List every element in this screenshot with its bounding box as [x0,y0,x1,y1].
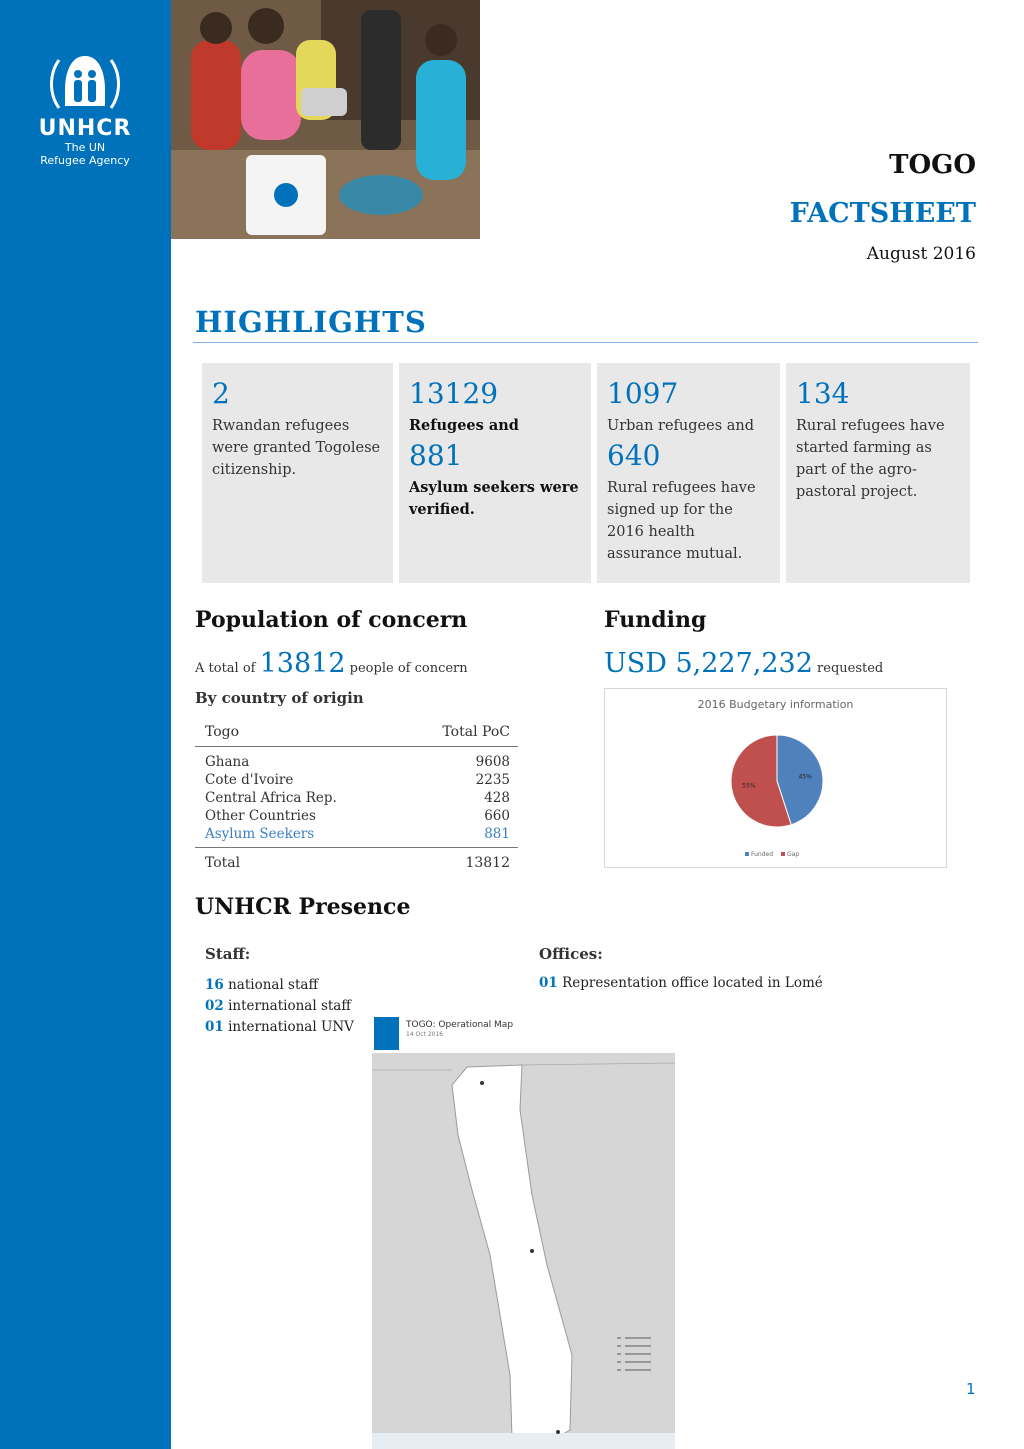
blue-sidebar [0,0,171,1449]
highlight-1-text: Rwandan refugees were granted Togolese citizenship. [212,418,381,478]
factsheet-heading: FACTSHEET [789,198,976,229]
highlights-heading: HIGHLIGHTS [195,305,427,339]
country-heading: TOGO [889,150,976,180]
highlights-divider [193,342,978,343]
highlight-4-number: 134 [796,377,850,410]
table-row [195,789,518,807]
operational-map [372,1015,675,1449]
total-label: Total [195,848,401,873]
highlight-box-1 [202,363,393,583]
staff-label: Staff: [205,945,251,963]
map-title: TOGO: Operational Map [406,1020,514,1030]
pie-data-label: 55% [742,782,756,790]
by-origin-label: By country of origin [195,689,364,707]
funding-suffix: requested [817,661,884,676]
highlight-1-number: 2 [212,377,230,410]
legend-label: Funded [751,851,774,858]
population-table [195,722,518,872]
funding-line [604,648,883,679]
population-total-value: 13812 [259,648,346,679]
staff-item [205,975,354,996]
highlight-2-number-1: 13129 [409,377,499,410]
office-item [539,975,823,991]
highlight-3-number-1: 1097 [607,377,679,410]
row-country: Ghana [205,754,250,770]
row-value: 428 [484,790,510,806]
staff-count: 01 [205,1019,224,1035]
pie-svg [605,689,946,867]
population-heading: Population of concern [195,607,468,633]
funding-amount: USD 5,227,232 [604,648,813,679]
map-graphic [372,1015,675,1449]
staff-count: 16 [205,977,224,993]
header-photo [171,0,480,239]
staff-type: international UNV [228,1019,354,1035]
staff-count: 02 [205,998,224,1014]
staff-type: national staff [228,977,319,993]
map-header [372,1015,675,1053]
table-header-row [195,722,518,747]
legend-label: Gap [787,851,800,858]
highlight-3-text-2: Rural refugees have signed up for the 2016 health assurance mutual. [607,480,756,562]
row-country: Other Countries [205,808,316,824]
highlight-3-number-2: 640 [607,439,661,472]
logo-line2: Refugee Agency [40,154,130,167]
highlight-4-text: Rural refugees have started farming as part of the agro-pastoral project. [796,418,945,500]
unhcr-emblem-icon [45,50,125,114]
legend-swatch [781,852,785,856]
logo-line1: The UN [64,141,106,154]
row-country: Asylum Seekers [205,826,315,842]
col-country-header: Togo [195,722,401,747]
legend-swatch [745,852,749,856]
highlight-box-2 [399,363,591,583]
staff-list [205,975,354,1038]
row-value: 660 [484,808,510,824]
presence-heading: UNHCR Presence [195,894,411,920]
table-row [195,771,518,789]
highlight-3-text-1: Urban refugees and [607,418,755,434]
map-unhcr-logo-icon [374,1017,399,1050]
population-total-prefix: A total of [195,661,256,676]
map-subtitle: 14 Oct 2016 [406,1031,444,1038]
highlight-box-4 [786,363,970,583]
population-total-line [195,648,468,679]
highlight-2-text-2: Asylum seekers were verified. [409,479,579,518]
table-row-asylum [195,825,518,848]
pie-data-label: 45% [798,773,812,781]
highlight-2-text-1: Refugees and [409,417,519,434]
staff-item [205,1017,354,1038]
highlight-box-3 [597,363,780,583]
offices-label: Offices: [539,945,603,963]
budget-pie-chart [604,688,947,868]
population-total-suffix: people of concern [349,661,468,676]
row-value: 2235 [475,772,510,788]
row-value: 9608 [475,754,510,770]
table-row [195,747,518,772]
office-text: Representation office located in Lomé [562,975,823,991]
table-row [195,807,518,825]
office-count: 01 [539,975,558,991]
funding-heading: Funding [604,607,707,633]
row-value: 881 [484,826,510,842]
row-country: Cote d'Ivoire [205,772,294,788]
factsheet-date: August 2016 [866,244,976,264]
staff-item [205,996,354,1017]
table-total-row [195,848,518,873]
col-total-header: Total PoC [401,722,518,747]
staff-type: international staff [228,998,351,1014]
row-country: Central Africa Rep. [205,790,337,806]
logo-brand: UNHCR [38,116,132,141]
highlight-2-number-2: 881 [409,439,463,472]
total-value: 13812 [401,848,518,873]
page-number: 1 [966,1380,976,1398]
unhcr-logo [30,50,140,167]
chart-title: 2016 Budgetary information [697,698,854,711]
